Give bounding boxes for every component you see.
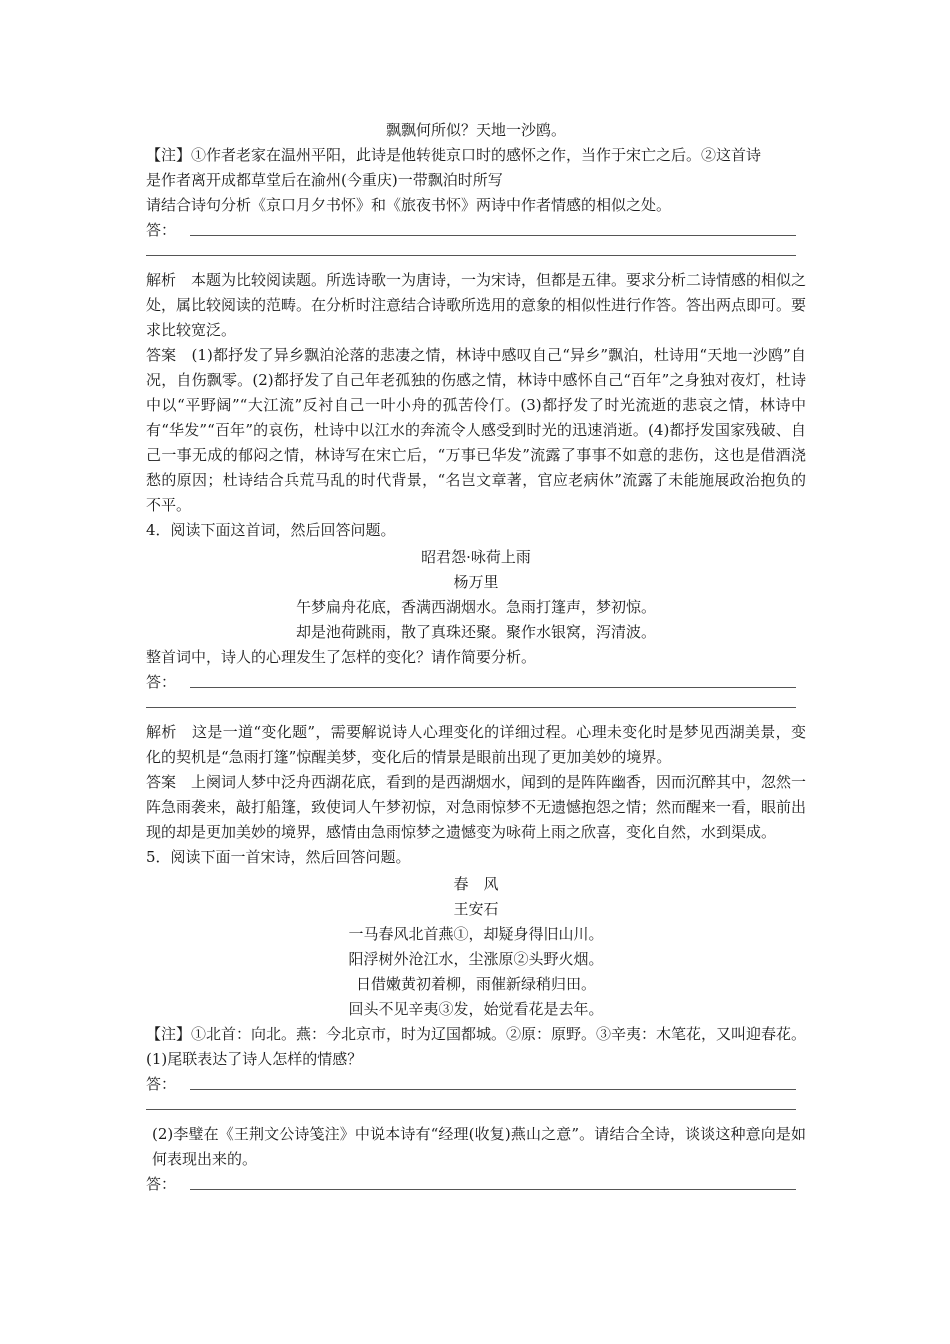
sub-question: (2)李璧在《王荆文公诗笺注》中说本诗有“经理(收复)燕山之意”。请结合全诗，谈谈这种意向是如何表现出来的。 [152,1125,806,1168]
poem-title: 昭君怨·咏荷上雨 [421,548,531,566]
poem-line: 日借嫩黄初着柳，雨催新绿稍归田。 [355,975,596,993]
answer-line[interactable] [190,1089,796,1090]
answer-line[interactable] [190,235,796,236]
answer-line[interactable] [146,255,796,256]
answer-label: 答： [146,221,177,239]
note-line: 【注】①北首：向北。燕：今北京市，时为辽国都城。②原：原野。③辛夷：木笔花，又叫迎春花。 [146,1025,807,1043]
poem-line: 飘飘何所似？天地一沙鸥。 [385,121,566,139]
answer-row [146,1172,806,1197]
question-heading: 5．阅读下面一首宋诗，然后回答问题。 [146,848,411,866]
question-text: 请结合诗句分析《京口月夕书怀》和《旅夜书怀》两诗中作者情感的相似之处。 [146,196,672,214]
poem-title: 春 风 [453,875,499,893]
answer-label: 答： [146,1175,177,1193]
answer-paragraph: 答案 (1)都抒发了异乡飘泊沦落的悲凄之情，林诗中感叹自己“异乡”飘泊，杜诗用“天地一沙鸥”自况，自伤飘零。(2)都抒发了自己年老孤独的伤感之情，林诗中感怀自己“百年”之身独对夜灯，杜诗中以“平野阔”“大江流”反衬自己一叶小舟的孤苦伶仃。(3)都抒发了时光流逝的悲哀之情，林诗中有“华发”“百年”的哀伤，杜诗中以江水的奔流令人感受到时光的迅速消逝。(4)都抒发国家残破、自己一事无成的郁闷之情，林诗写在宋亡后，“万事已华发”流露了事事不如意的悲伤，这也是借酒浇愁的原因；杜诗结合兵荒马乱的时代背景，“名岂文章著，官应老病休”流露了未能施展政治抱负的不平。 [146,346,806,514]
answer-row [146,218,806,243]
poem-line: 却是池荷跳雨，散了真珠还聚。聚作水银窝，泻清波。 [295,623,656,641]
poem-author: 杨万里 [453,573,499,591]
poem-line: 阳浮树外沧江水，尘涨原②头野火烟。 [348,950,604,968]
analysis-paragraph: 解析 本题为比较阅读题。所选诗歌一为唐诗，一为宋诗，但都是五律。要求分析二诗情感的相似之处，属比较阅读的范畴。在分析时注意结合诗歌所选用的意象的相似性进行作答。答出两点即可。要求比较宽泛。 [146,271,807,339]
question-text: 整首词中，诗人的心理发生了怎样的变化？请作简要分析。 [146,648,537,666]
answer-line[interactable] [146,1109,796,1110]
analysis-paragraph: 解析 这是一道“变化题”，需要解说诗人心理变化的详细过程。心理未变化时是梦见西湖美景，变化的契机是“急雨打篷”惊醒美梦，变化后的情景是眼前出现了更加美妙的境界。 [146,723,806,766]
answer-row [146,670,806,695]
sub-question: (1)尾联表达了诗人怎样的情感？ [146,1050,363,1068]
poem-line: 一马春风北首燕①，却疑身得旧山川。 [348,925,604,943]
note-line: 是作者离开成都草堂后在渝州(今重庆)一带飘泊时所写 [146,171,503,189]
poem-author: 王安石 [453,900,499,918]
poem-line: 午梦扁舟花底，香满西湖烟水。急雨打篷声，梦初惊。 [295,598,656,616]
answer-line[interactable] [190,1189,796,1190]
answer-label: 答： [146,1075,177,1093]
answer-line[interactable] [146,707,796,708]
document-page [146,118,806,1197]
poem-line: 回头不见辛夷③发，始觉看花是去年。 [348,1000,604,1018]
answer-label: 答： [146,673,177,691]
question-heading: 4．阅读下面这首词，然后回答问题。 [146,521,396,539]
answer-paragraph: 答案 上阕词人梦中泛舟西湖花底，看到的是西湖烟水，闻到的是阵阵幽香，因而沉醉其中，忽然一阵急雨袭来，敲打船篷，致使词人午梦初惊，对急雨惊梦不无遗憾抱怨之情；然而醒来一看，眼前出现的却是更加美妙的境界，感情由急雨惊梦之遗憾变为咏荷上雨之欣喜，变化自然，水到渠成。 [146,773,807,841]
note-line: 【注】①作者老家在温州平阳，此诗是他转徙京口时的感怀之作，当作于宋亡之后。②这首诗 [146,146,762,164]
answer-row [146,1072,806,1097]
answer-line[interactable] [190,687,796,688]
